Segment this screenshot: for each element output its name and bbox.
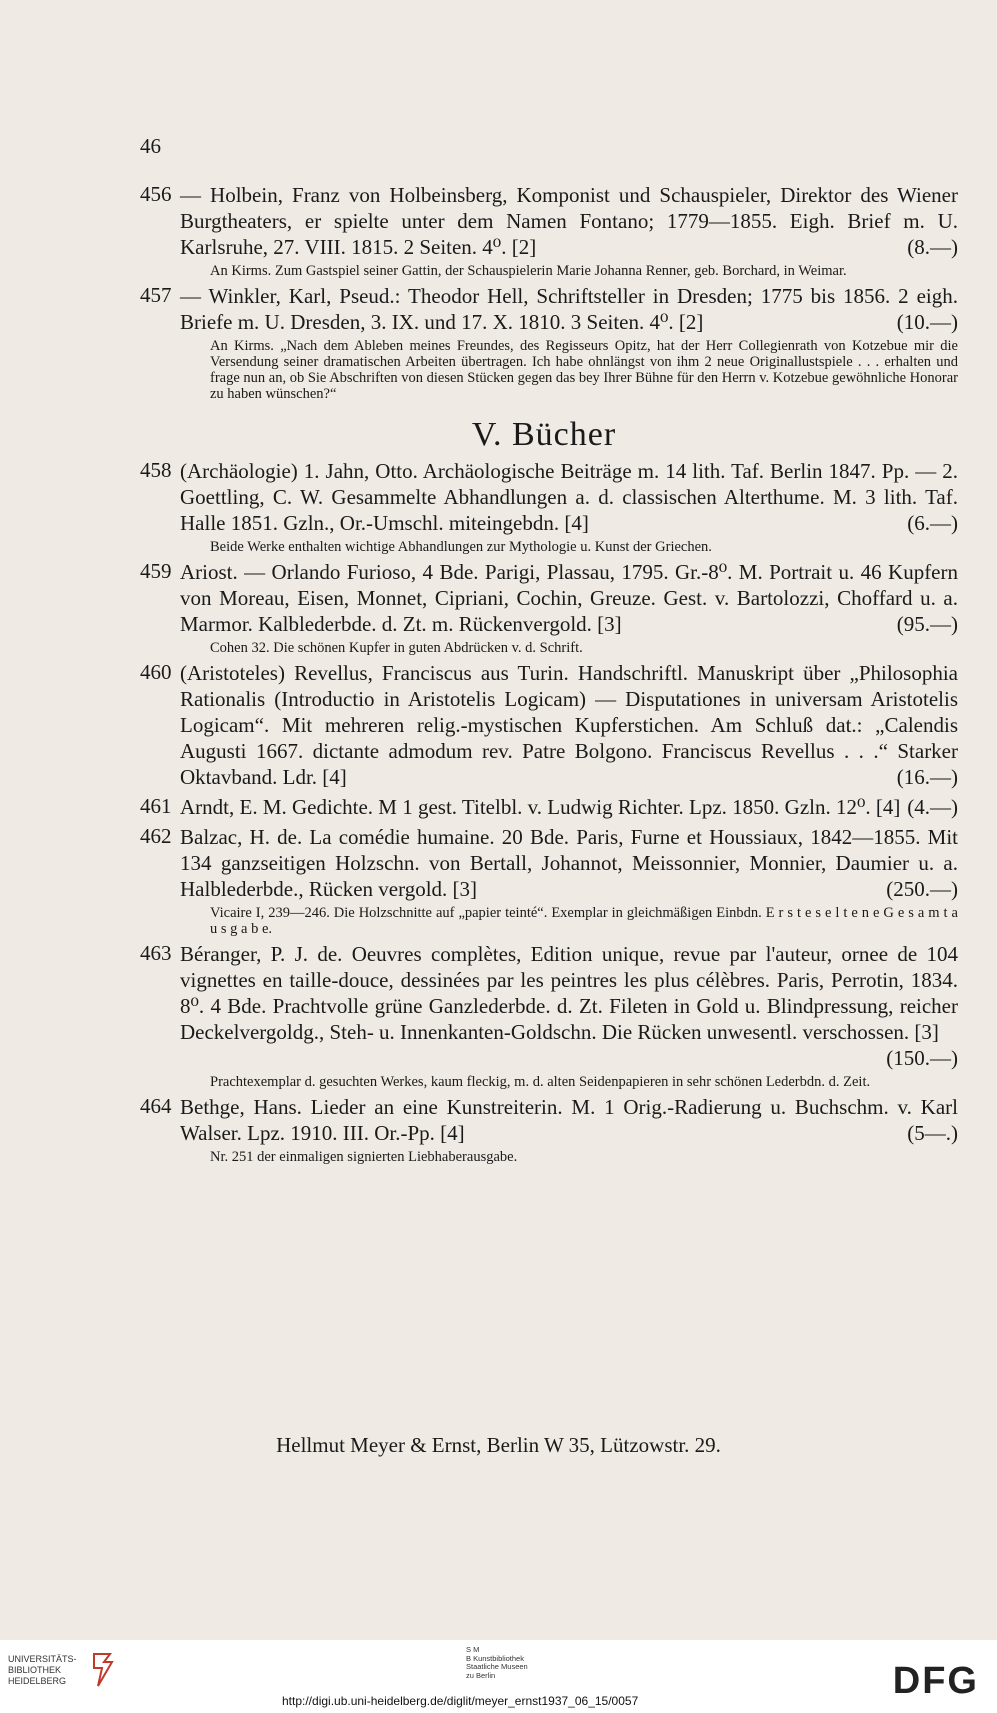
section-title: V. Bücher [471,416,617,453]
entry-text-block [180,660,958,790]
catalog-entry [130,182,958,279]
entry-price: (10.—) [896,310,958,334]
entry-note: Beide Werke enthalten wichtige Abhandlungen zur Mythologie u. Kunst der Griechen. [210,539,712,555]
entry-text-block [180,941,958,1071]
entry-note: An Kirms. „Nach dem Ableben meines Freundes, des Regisseurs Opitz, hat der Herr Collegienrath von Kotzebue mir die Versendung seiner dramatischen Arbeiten übertragen. Ich habe ohnlängst von ihm 2 neue Originallustspiele . . . erhalten und frage nun an, ob Sie Abschriften von diesen Stücken gegen das bey Ihrer Bühne für den Herrn v. Kotzebue gewöhnliche Honorar zu haben wünschen?“ [210,338,958,402]
entry-note: Cohen 32. Die schönen Kupfer in guten Abdrücken v. d. Schrift. [210,640,583,656]
entry-text: Béranger, P. J. de. Oeuvres complètes, Edition unique, revue par l'auteur, ornee de 104 vignettes en taille-douce, dessinées par les peintres les plus célèbres. Paris, Perrotin, 1834. 8⁰. 4 Bde. Prachtvolle grüne Ganzlederbde. d. Zt. Fileten in Gold u. Blindpressung, reicher Deckelvergoldg., Steh- u. Innenkanten-Goldschn. Die Rücken unwesentl. verschossen. [3] [180,942,958,1044]
entry-text-block [180,824,958,902]
entry-price: (8.—) [907,235,958,259]
entry-number: 461 [140,794,172,818]
entry-price: (4.—) [907,795,958,819]
publisher-footer: Hellmut Meyer & Ernst, Berlin W 35, Lützowstr. 29. [276,1433,721,1457]
entry-price: (95.—) [896,612,958,636]
page-number: 46 [140,134,161,158]
entry-text: Balzac, H. de. La comédie humaine. 20 Bde. Paris, Furne et Houssiaux, 1842—1855. Mit 134 ganzseitigen Holzschn. von Bertall, Johannot, Meissonnier, Monnier, Daumier u. a. Halblederbde., Rücken vergold. [3] [180,825,958,901]
entry-number: 456 [140,182,172,206]
catalog-entry [130,794,958,820]
entry-text-block [180,458,958,536]
entry-text-block [180,182,958,260]
entry-text-block [180,1094,958,1146]
catalog-entries [130,182,958,1169]
entry-text: (Archäologie) 1. Jahn, Otto. Archäologische Beiträge m. 14 lith. Taf. Berlin 1847. Pp. — 2. Goettling, C. W. Gesammelte Abhandlungen a. d. classischen Alterthume. M. 3 lith. Taf. Halle 1851. Gzln., Or.-Umschl. miteingebdn. [4] [180,459,958,535]
entry-text: (Aristoteles) Revellus, Franciscus aus Turin. Handschriftl. Manuskript über „Philosophia Rationalis (Introductio in Aristotelis Logicam) — Disputationes in universam Aristotelis Logicam“. Mit mehreren relig.-mystischen Kupferstichen. Am Schluß dat.: „Calendis Augusti 1667. dictante admodum rev. Patre Bolgono. Franciscus Revellus . . .“ Starker Oktavband. Ldr. [4] [180,661,958,789]
entry-text-block [180,559,958,637]
entry-number: 457 [140,283,172,307]
catalog-entry [130,824,958,937]
entry-number: 460 [140,660,172,684]
university-logo-icon [90,1650,116,1690]
entry-price: (5—.) [907,1121,958,1145]
entry-text: Ariost. — Orlando Furioso, 4 Bde. Parigi, Plassau, 1795. Gr.-8⁰. M. Portrait u. 46 Kupfern von Moreau, Eisen, Monnet, Cipriani, Cochin, Greuze. Gest. v. Bartolozzi, Choffard u. a. Marmor. Kalblederbde. d. Zt. m. Rückenvergold. [3] [180,560,958,636]
entry-number: 464 [140,1094,172,1118]
catalog-entry [130,660,958,790]
entry-text: — Winkler, Karl, Pseud.: Theodor Hell, Schriftsteller in Dresden; 1775 bis 1856. 2 eigh. Briefe m. U. Dresden, 3. IX. und 17. X. 1810. 3 Seiten. 4⁰. [2] [180,284,958,334]
entry-note: Vicaire I, 239—246. Die Holzschnitte auf „papier teinté“. Exemplar in gleichmäßigen Einbdn. E r s t e s e l t e n e G e s a m t a u s g a b e. [210,905,958,937]
entry-text: Bethge, Hans. Lieder an eine Kunstreiterin. M. 1 Orig.-Radierung u. Buchschm. v. Karl Walser. Lpz. 1910. III. Or.-Pp. [4] [180,1095,958,1145]
catalog-entry [130,941,958,1090]
entry-number: 458 [140,458,172,482]
entry-note: Nr. 251 der einmaligen signierten Liebhaberausgabe. [210,1149,518,1165]
entry-number: 463 [140,941,172,965]
entry-text-block [180,794,958,820]
entry-number: 459 [140,559,172,583]
entry-number: 462 [140,824,172,848]
autograph-entries [130,182,958,402]
entry-text-block [180,283,958,335]
digitization-bar [0,1640,997,1713]
entry-price: (6.—) [907,511,958,535]
university-library-label[interactable]: UNIVERSITÄTS- BIBLIOTHEK HEIDELBERG [8,1654,77,1686]
book-entries [130,458,958,1165]
museum-label: S M B Kunstbibliothek Staatliche Museen zu Berlin [466,1645,528,1680]
permalink-url[interactable]: http://digi.ub.uni-heidelberg.de/diglit/meyer_ernst1937_06_15/0057 [282,1694,639,1708]
entry-price: (250.—) [886,877,958,901]
entry-text: — Holbein, Franz von Holbeinsberg, Komponist und Schauspieler, Direktor des Wiener Burgtheaters, er spielte unter dem Namen Fontano; 1779—1855. Eigh. Brief m. U. Karlsruhe, 27. VIII. 1815. 2 Seiten. 4⁰. [2] [180,183,958,259]
entry-note: An Kirms. Zum Gastspiel seiner Gattin, der Schauspielerin Marie Johanna Renner, geb. Borchard, in Weimar. [210,263,847,279]
entry-price: (150.—) [886,1046,958,1070]
dfg-logo[interactable]: DFG [892,1660,979,1702]
entry-text: Arndt, E. M. Gedichte. M 1 gest. Titelbl. v. Ludwig Richter. Lpz. 1850. Gzln. 12⁰. [4] [180,795,901,819]
catalog-entry [130,559,958,656]
catalog-entry [130,458,958,555]
entry-note: Prachtexemplar d. gesuchten Werkes, kaum fleckig, m. d. alten Seidenpapieren in sehr schönen Lederbdn. d. Zeit. [210,1074,871,1090]
entry-price: (16.—) [896,765,958,789]
catalog-entry [130,283,958,402]
catalog-entry [130,1094,958,1165]
